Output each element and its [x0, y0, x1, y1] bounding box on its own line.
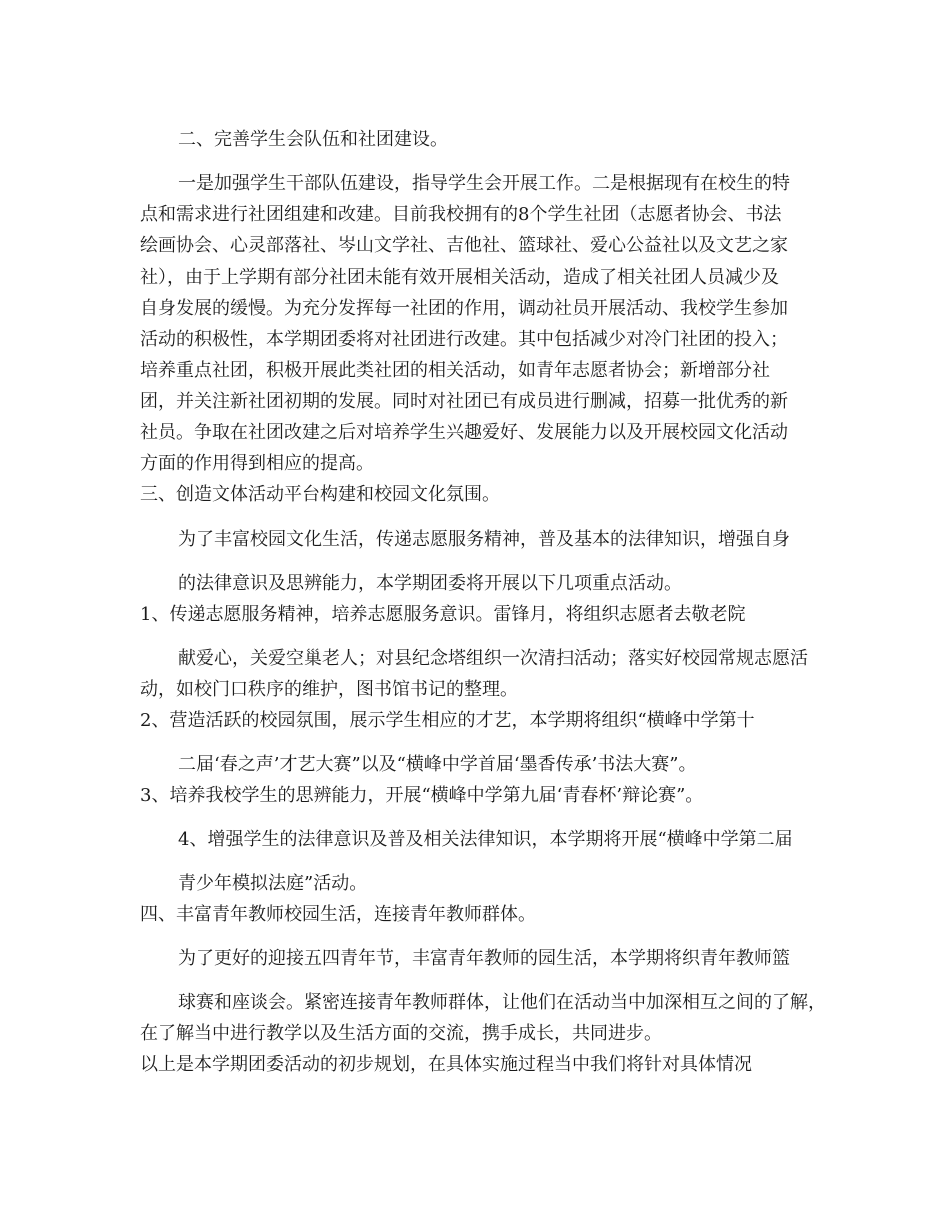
list-item-2-line: 2、营造活跃的校园氛围，展示学生相应的才艺，本学期将组织“横峰中学第十 — [140, 710, 755, 731]
paragraph-line: 点和需求进行社团组建和改建。目前我校拥有的8个学生社团（志愿者协会、书法 — [140, 204, 782, 225]
list-item-4-line: 4、增强学生的法律意识及普及相关法律知识，本学期将开展“横峰中学第二届 — [178, 829, 793, 850]
paragraph-line: 社），由于上学期有部分社团未能有效开展相关活动，造成了相关社团人员减少及 — [140, 267, 779, 288]
list-item-4-line: 青少年模拟法庭”活动。 — [178, 873, 368, 894]
paragraph-line: 以上是本学期团委活动的初步规划，在具体实施过程当中我们将针对具体情况 — [140, 1054, 752, 1075]
list-item-1-line: 1、传递志愿服务精神，培养志愿服务意识。雷锋月，将组织志愿者去敬老院 — [140, 604, 746, 625]
paragraph-line: 绘画协会、心灵部落社、岑山文学社、吉他社、篮球社、爱心公益社以及文艺之家 — [140, 235, 788, 256]
list-item-1-line: 动，如校门口秩序的维护，图书馆书记的整理。 — [140, 679, 518, 700]
paragraph-line: 球赛和座谈会。紧密连接青年教师群体，让他们在活动当中加深相互之间的了解， — [178, 992, 826, 1013]
paragraph-line: 为了更好的迎接五四青年节，丰富青年教师的园生活，本学期将织青年教师篮 — [178, 948, 790, 969]
paragraph-line: 在了解当中进行教学以及生活方面的交流，携手成长，共同进步。 — [140, 1023, 662, 1044]
list-item-1-line: 献爱心，关爱空巢老人；对县纪念塔组织一次清扫活动；落实好校园常规志愿活 — [178, 648, 808, 669]
paragraph-line: 的法律意识及思辨能力，本学期团委将开展以下几项重点活动。 — [178, 573, 682, 594]
list-item-3-line: 3、培养我校学生的思辨能力，开展“横峰中学第九届‘青春杯’辩论赛”。 — [140, 785, 704, 806]
paragraph-line: 一是加强学生干部队伍建设，指导学生会开展工作。二是根据现有在校生的特 — [178, 173, 790, 194]
section-heading-3: 三、创造文体活动平台构建和校园文化氛围。 — [140, 484, 500, 505]
paragraph-line: 为了丰富校园文化生活，传递志愿服务精神，普及基本的法律知识，增强自身 — [178, 529, 790, 550]
paragraph-line: 培养重点社团，积极开展此类社团的相关活动，如青年志愿者协会；新增部分社 — [140, 360, 770, 381]
section-heading-2: 二、完善学生会队伍和社团建设。 — [178, 129, 448, 150]
list-item-2-line: 二届‘春之声’才艺大赛”以及“横峰中学首届‘墨香传承’书法大赛”。 — [178, 754, 697, 775]
paragraph-line: 方面的作用得到相应的提高。 — [140, 453, 374, 474]
section-heading-4: 四、丰富青年教师校园生活，连接青年教师群体。 — [140, 904, 536, 925]
paragraph-line: 社员。争取在社团改建之后对培养学生兴趣爱好、发展能力以及开展校园文化活动 — [140, 422, 788, 443]
paragraph-line: 活动的积极性，本学期团委将对社团进行改建。其中包括减少对冷门社团的投入； — [140, 329, 788, 350]
paragraph-line: 自身发展的缓慢。为充分发挥每一社团的作用，调动社员开展活动、我校学生参加 — [140, 298, 788, 319]
paragraph-line: 团，并关注新社团初期的发展。同时对社团已有成员进行删减，招募一批优秀的新 — [140, 391, 788, 412]
